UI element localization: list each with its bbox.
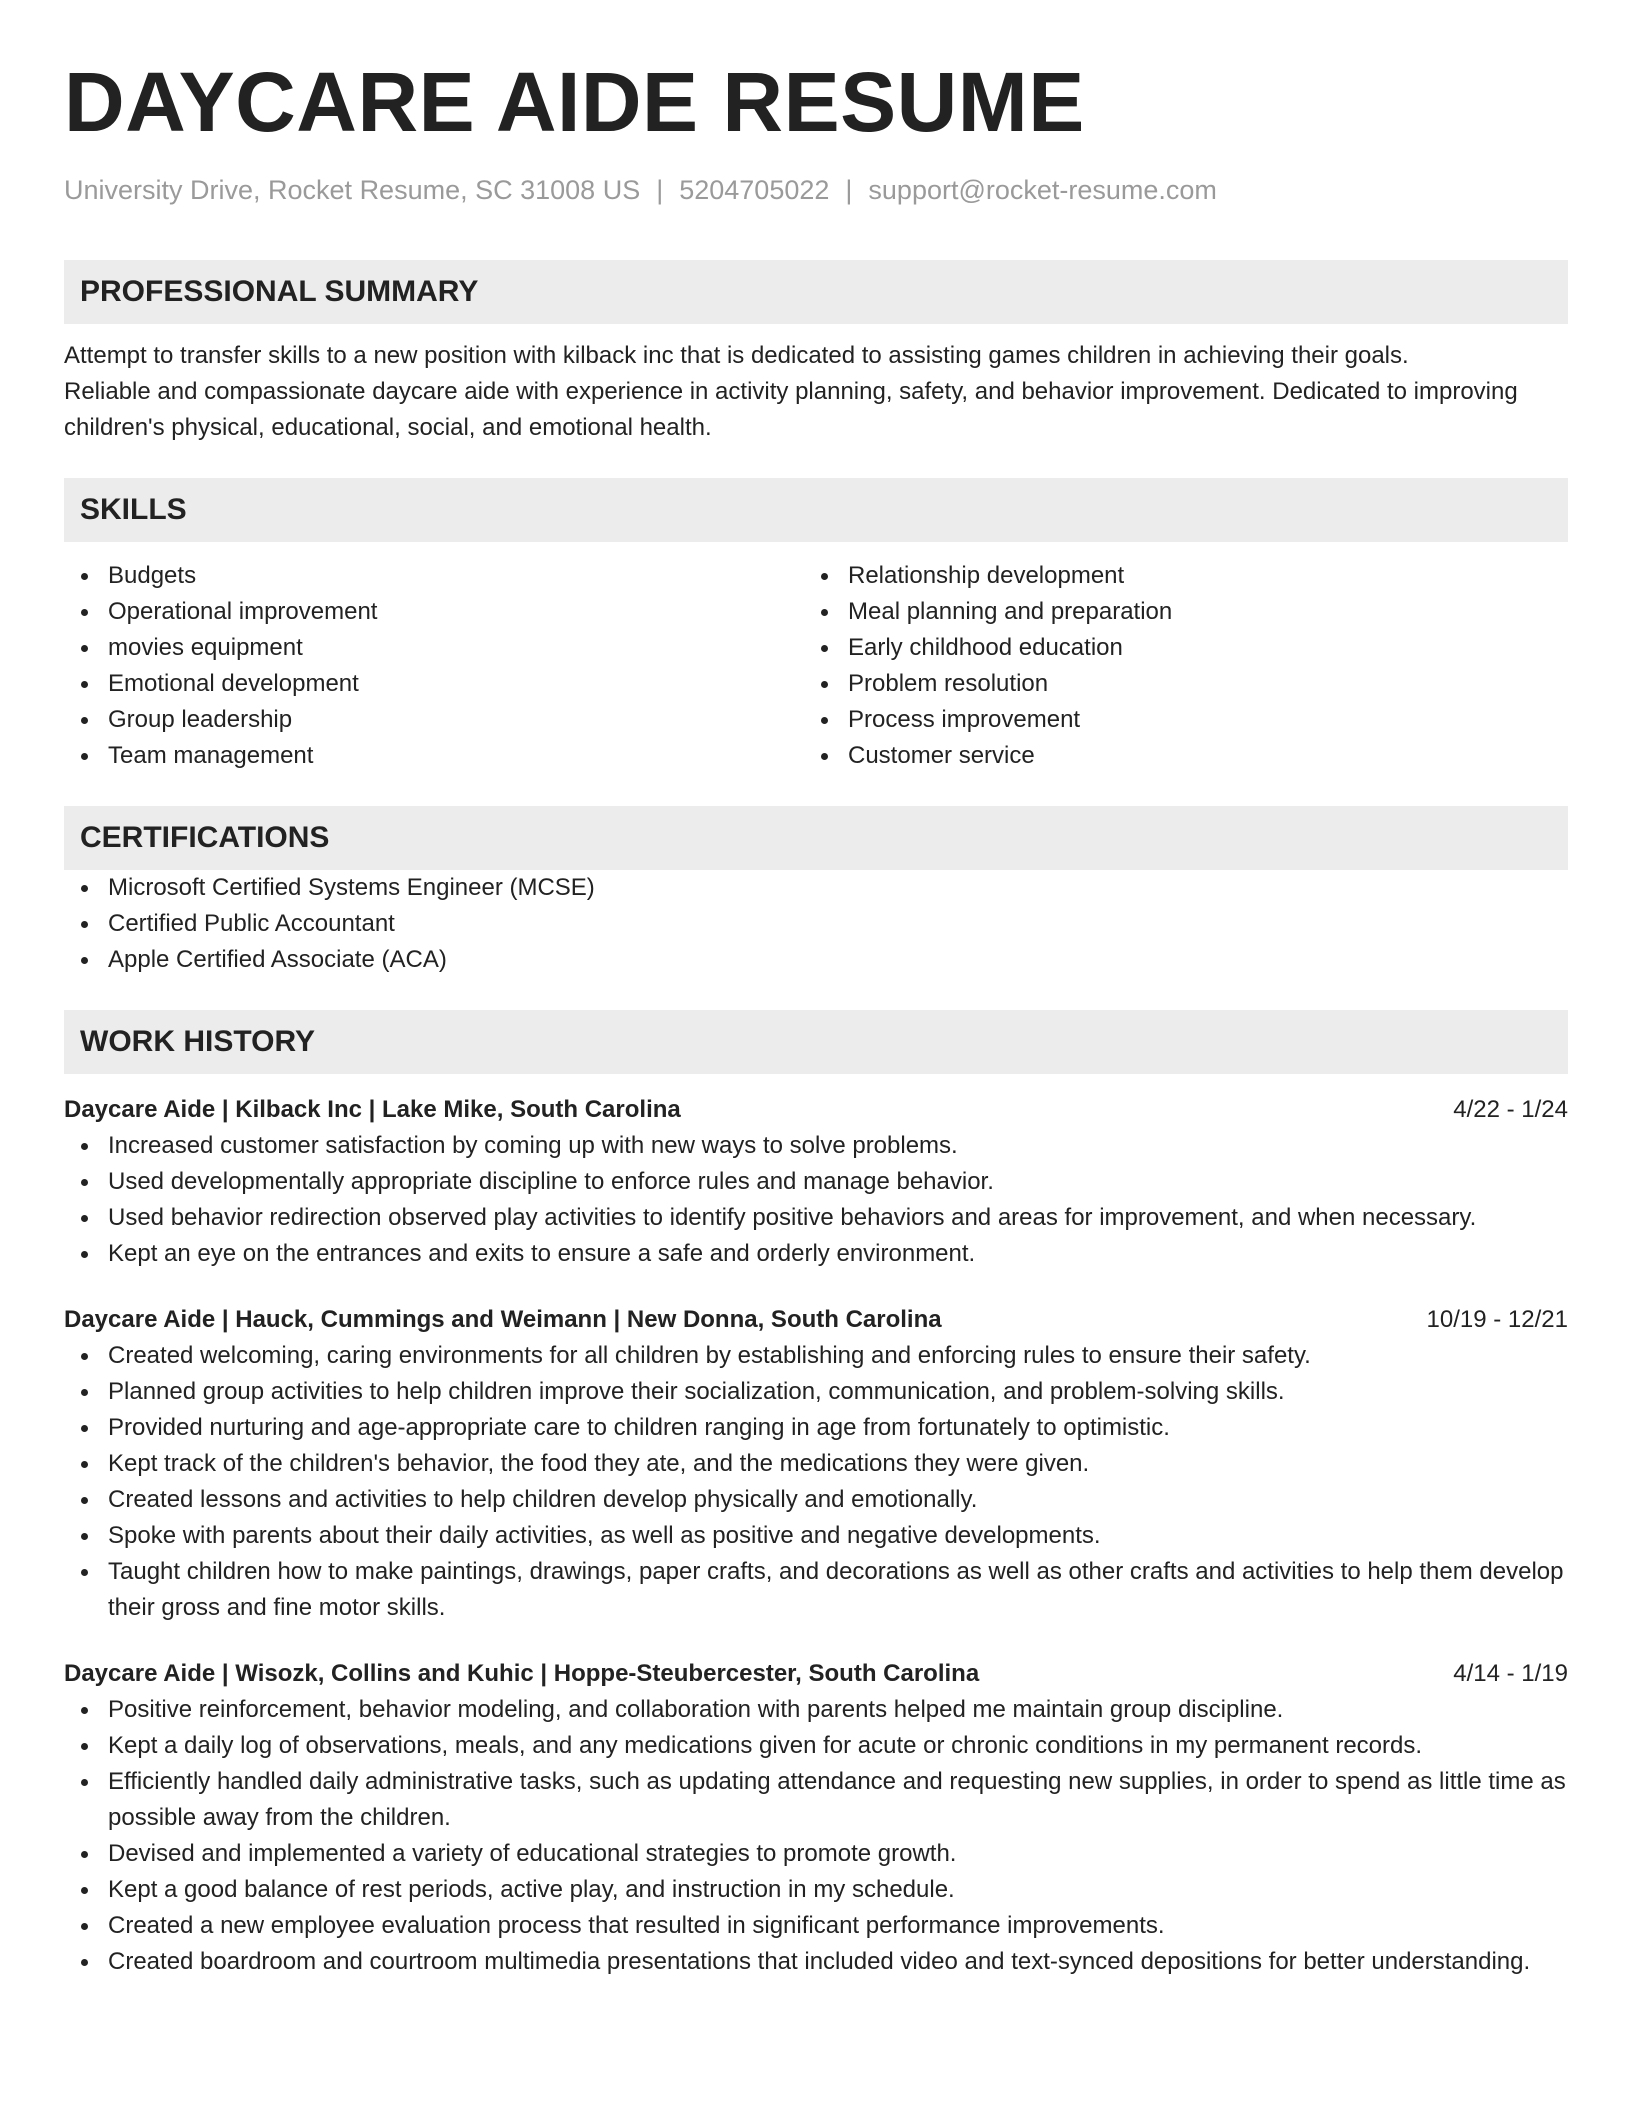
job-header xyxy=(64,1092,1568,1128)
contact-email: support@rocket-resume.com xyxy=(868,175,1217,205)
skill-item: Customer service xyxy=(804,738,1544,774)
job-bullet: Taught children how to make paintings, drawings, paper crafts, and decorations as well as other crafts and activities to help them develop their gross and fine motor skills. xyxy=(64,1554,1568,1626)
skills-column-right xyxy=(804,558,1544,774)
job-title: Daycare Aide | Kilback Inc | Lake Mike, South Carolina xyxy=(64,1096,681,1123)
job-bullets xyxy=(64,1128,1568,1272)
section-heading-work-history: WORK HISTORY xyxy=(64,1010,1568,1074)
skills-column-left xyxy=(64,558,804,774)
job-header xyxy=(64,1302,1568,1338)
skill-item: Emotional development xyxy=(64,666,804,702)
skill-item: Group leadership xyxy=(64,702,804,738)
job-bullet: Used developmentally appropriate discipline to enforce rules and manage behavior. xyxy=(64,1164,1568,1200)
section-heading-certifications: CERTIFICATIONS xyxy=(64,806,1568,870)
job-dates: 4/14 - 1/19 xyxy=(1453,1660,1568,1687)
job-entry xyxy=(64,1656,1568,1980)
job-bullet: Increased customer satisfaction by coming up with new ways to solve problems. xyxy=(64,1128,1568,1164)
skill-item: Early childhood education xyxy=(804,630,1544,666)
job-dates: 10/19 - 12/21 xyxy=(1426,1306,1568,1333)
job-bullet: Devised and implemented a variety of educational strategies to promote growth. xyxy=(64,1836,1568,1872)
certification-item: Apple Certified Associate (ACA) xyxy=(64,942,1568,978)
job-bullet: Provided nurturing and age-appropriate care to children ranging in age from fortunately to optimistic. xyxy=(64,1410,1568,1446)
contact-address: University Drive, Rocket Resume, SC 31008 US xyxy=(64,175,641,205)
summary-line: Reliable and compassionate daycare aide with experience in activity planning, safety, and behavior improvement. Dedicated to improving children's physical, educational, social, and emotional health. xyxy=(64,378,1518,441)
section-heading-summary: PROFESSIONAL SUMMARY xyxy=(64,260,1568,324)
skill-item: Team management xyxy=(64,738,804,774)
skill-item: Problem resolution xyxy=(804,666,1544,702)
skill-item: movies equipment xyxy=(64,630,804,666)
resume-title: DAYCARE AIDE RESUME xyxy=(64,55,1085,149)
contact-phone: 5204705022 xyxy=(679,175,830,205)
job-bullet: Kept track of the children's behavior, the food they ate, and the medications they were given. xyxy=(64,1446,1568,1482)
skill-item: Relationship development xyxy=(804,558,1544,594)
skill-item: Operational improvement xyxy=(64,594,804,630)
job-bullet: Used behavior redirection observed play activities to identify positive behaviors and areas for improvement, and when necessary. xyxy=(64,1200,1568,1236)
skill-item: Process improvement xyxy=(804,702,1544,738)
job-bullets xyxy=(64,1338,1568,1626)
job-bullet: Created lessons and activities to help children develop physically and emotionally. xyxy=(64,1482,1568,1518)
job-bullet: Created a new employee evaluation process that resulted in significant performance improvements. xyxy=(64,1908,1568,1944)
skills-grid xyxy=(64,558,1568,774)
skill-item: Meal planning and preparation xyxy=(804,594,1544,630)
job-bullet: Created welcoming, caring environments for all children by establishing and enforcing rules to ensure their safety. xyxy=(64,1338,1568,1374)
job-header xyxy=(64,1656,1568,1692)
certification-item: Certified Public Accountant xyxy=(64,906,1568,942)
job-bullet: Positive reinforcement, behavior modeling, and collaboration with parents helped me maintain group discipline. xyxy=(64,1692,1568,1728)
job-entry xyxy=(64,1092,1568,1272)
job-bullets xyxy=(64,1692,1568,1980)
job-entry xyxy=(64,1302,1568,1626)
contact-separator: | xyxy=(656,175,664,205)
section-heading-skills: SKILLS xyxy=(64,478,1568,542)
job-bullet: Kept a good balance of rest periods, active play, and instruction in my schedule. xyxy=(64,1872,1568,1908)
summary-line: Attempt to transfer skills to a new position with kilback inc that is dedicated to assisting games children in achieving their goals. xyxy=(64,342,1409,369)
job-bullet: Spoke with parents about their daily activities, as well as positive and negative developments. xyxy=(64,1518,1568,1554)
skill-item: Budgets xyxy=(64,558,804,594)
job-title: Daycare Aide | Wisozk, Collins and Kuhic | Hoppe-Steubercester, South Carolina xyxy=(64,1660,980,1687)
contact-line xyxy=(64,172,1568,208)
summary-text xyxy=(64,338,1568,446)
job-bullet: Planned group activities to help children improve their socialization, communication, and problem-solving skills. xyxy=(64,1374,1568,1410)
certification-item: Microsoft Certified Systems Engineer (MCSE) xyxy=(64,870,1568,906)
job-bullet: Kept an eye on the entrances and exits to ensure a safe and orderly environment. xyxy=(64,1236,1568,1272)
job-title: Daycare Aide | Hauck, Cummings and Weimann | New Donna, South Carolina xyxy=(64,1306,942,1333)
certifications-list xyxy=(64,870,1568,978)
job-dates: 4/22 - 1/24 xyxy=(1453,1096,1568,1123)
contact-separator: | xyxy=(845,175,853,205)
job-bullet: Kept a daily log of observations, meals, and any medications given for acute or chronic conditions in my permanent records. xyxy=(64,1728,1568,1764)
job-bullet: Created boardroom and courtroom multimedia presentations that included video and text-synced depositions for better understanding. xyxy=(64,1944,1568,1980)
job-bullet: Efficiently handled daily administrative tasks, such as updating attendance and requesting new supplies, in order to spend as little time as possible away from the children. xyxy=(64,1764,1568,1836)
